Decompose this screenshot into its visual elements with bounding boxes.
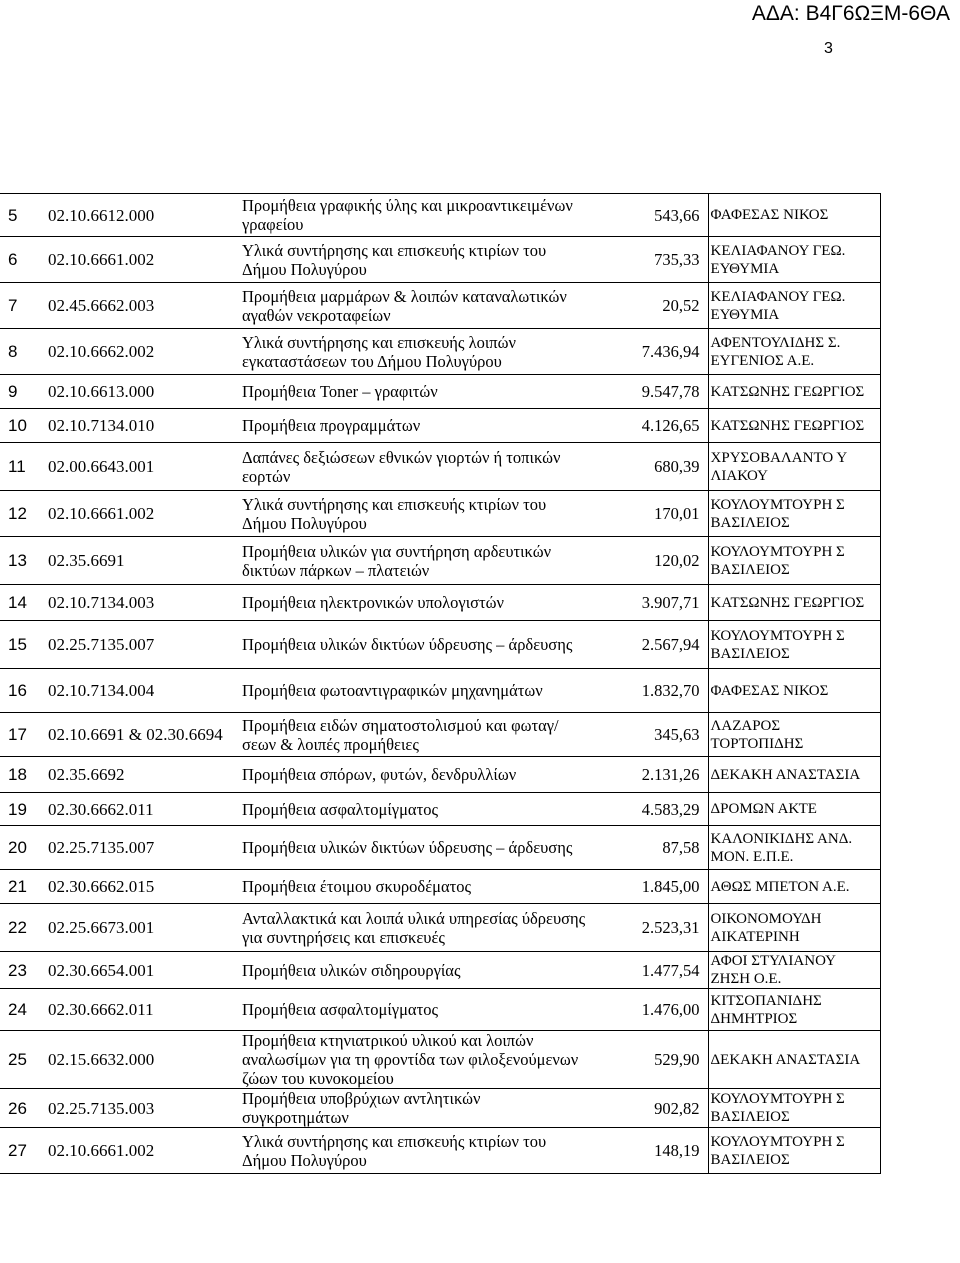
supplier-name: ΚΟΥΛΟΥΜΤΟΥΡΗ Σ ΒΑΣΙΛΕΙΟΣ bbox=[708, 621, 880, 669]
item-description: Προμήθεια κτηνιατρικού υλικού και λοιπών αναλωσίμων για τη φροντίδα των φιλοξενούμενων ζώων του κυνοκομείου bbox=[242, 1031, 579, 1088]
item-description: Προμήθεια γραφικής ύλης και μικροαντικειμένων γραφείου bbox=[242, 196, 573, 234]
row-main-cell bbox=[0, 826, 708, 870]
row-main-cell bbox=[0, 1031, 708, 1089]
table-row bbox=[0, 537, 880, 585]
row-number: 13 bbox=[8, 551, 27, 570]
amount-value: 170,01 bbox=[654, 504, 700, 523]
row-main-cell bbox=[0, 669, 708, 713]
account-code: 02.25.6673.001 bbox=[48, 918, 155, 937]
amount-value: 120,02 bbox=[654, 551, 700, 570]
row-main-cell bbox=[0, 443, 708, 491]
row-number: 8 bbox=[8, 342, 18, 361]
row-main-cell bbox=[0, 989, 708, 1031]
row-number: 17 bbox=[8, 725, 27, 744]
table-row bbox=[0, 713, 880, 757]
row-number: 24 bbox=[8, 1000, 27, 1019]
account-code: 02.10.6661.002 bbox=[48, 1141, 155, 1160]
page-number: 3 bbox=[824, 40, 833, 57]
expenses-table bbox=[0, 193, 881, 1174]
item-description: Υλικά συντήρησης και επισκευής κτιρίων του Δήμου Πολυγύρου bbox=[242, 1131, 547, 1170]
table-row bbox=[0, 585, 880, 621]
supplier-name: ΦΑΦΕΣΑΣ ΝΙΚΟΣ bbox=[708, 194, 880, 237]
row-number: 14 bbox=[8, 593, 27, 612]
table-row bbox=[0, 669, 880, 713]
row-main-cell bbox=[0, 713, 708, 757]
row-number: 15 bbox=[8, 635, 27, 654]
account-code: 02.35.6691 bbox=[48, 551, 125, 570]
table-row bbox=[0, 194, 880, 237]
account-code: 02.25.7135.007 bbox=[48, 838, 155, 857]
account-code: 02.30.6662.011 bbox=[48, 799, 154, 819]
account-code: 02.25.7135.003 bbox=[48, 1098, 155, 1118]
supplier-name: ΚΕΛΙΑΦΑΝΟΥ ΓΕΩ. ΕΥΘΥΜΙΑ bbox=[708, 283, 880, 329]
amount-value: 902,82 bbox=[654, 1098, 700, 1118]
item-description: Προμήθεια φωτοαντιγραφικών μηχανημάτων bbox=[242, 681, 543, 700]
amount-value: 1.477,54 bbox=[641, 960, 700, 980]
account-code: 02.10.6612.000 bbox=[48, 205, 155, 225]
supplier-name: ΚΕΛΙΑΦΑΝΟΥ ΓΕΩ. ΕΥΘΥΜΙΑ bbox=[708, 237, 880, 283]
supplier-name: ΔΕΚΑΚΗ ΑΝΑΣΤΑΣΙΑ bbox=[708, 1031, 880, 1089]
account-code: 02.00.6643.001 bbox=[48, 457, 155, 476]
amount-value: 4.126,65 bbox=[641, 416, 700, 435]
row-number: 7 bbox=[8, 296, 18, 315]
supplier-name: ΚΟΥΛΟΥΜΤΟΥΡΗ Σ ΒΑΣΙΛΕΙΟΣ bbox=[708, 1089, 880, 1128]
item-description: Ανταλλακτικά και λοιπά υλικά υπηρεσίας ύδρευσης για συντηρήσεις και επισκευές bbox=[242, 908, 586, 947]
supplier-name: ΚΟΥΛΟΥΜΤΟΥΡΗ Σ ΒΑΣΙΛΕΙΟΣ bbox=[708, 1128, 880, 1174]
account-code: 02.10.6613.000 bbox=[48, 382, 155, 401]
row-number: 12 bbox=[8, 504, 27, 523]
amount-value: 543,66 bbox=[654, 205, 700, 225]
amount-value: 7.436,94 bbox=[641, 342, 700, 361]
account-code: 02.10.6691 & 02.30.6694 bbox=[48, 725, 223, 744]
table-row bbox=[0, 621, 880, 669]
account-code: 02.45.6662.003 bbox=[48, 296, 155, 315]
row-main-cell bbox=[0, 491, 708, 537]
row-main-cell bbox=[0, 537, 708, 585]
row-main-cell bbox=[0, 621, 708, 669]
row-main-cell bbox=[0, 1089, 708, 1128]
table-row bbox=[0, 443, 880, 491]
amount-value: 3.907,71 bbox=[641, 593, 700, 612]
table-row bbox=[0, 989, 880, 1031]
row-number: 5 bbox=[8, 205, 18, 225]
supplier-name: ΔΕΚΑΚΗ ΑΝΑΣΤΑΣΙΑ bbox=[708, 757, 880, 793]
amount-value: 2.131,26 bbox=[641, 765, 700, 784]
row-main-cell bbox=[0, 283, 708, 329]
ada-code: ΑΔΑ: Β4Γ6ΩΞΜ-6ΘΑ bbox=[751, 2, 950, 25]
row-number: 9 bbox=[8, 382, 18, 401]
supplier-name: ΚΑΤΣΩΝΗΣ ΓΕΩΡΓΙΟΣ bbox=[708, 585, 880, 621]
table-row bbox=[0, 329, 880, 375]
supplier-name: ΦΑΦΕΣΑΣ ΝΙΚΟΣ bbox=[708, 669, 880, 713]
amount-value: 87,58 bbox=[662, 838, 700, 857]
account-code: 02.30.6662.015 bbox=[48, 877, 155, 896]
supplier-name: ΚΟΥΛΟΥΜΤΟΥΡΗ Σ ΒΑΣΙΛΕΙΟΣ bbox=[708, 491, 880, 537]
supplier-name: ΚΑΤΣΩΝΗΣ ΓΕΩΡΓΙΟΣ bbox=[708, 375, 880, 409]
table-row bbox=[0, 283, 880, 329]
supplier-name: ΔΡΟΜΩΝ ΑΚΤΕ bbox=[708, 793, 880, 826]
account-code: 02.35.6692 bbox=[48, 765, 125, 784]
amount-value: 680,39 bbox=[654, 457, 700, 476]
item-description: Προμήθεια έτοιμου σκυροδέματος bbox=[242, 877, 472, 896]
amount-value: 20,52 bbox=[662, 296, 700, 315]
amount-value: 2.567,94 bbox=[641, 635, 700, 654]
row-main-cell bbox=[0, 1128, 708, 1174]
table-row bbox=[0, 904, 880, 952]
supplier-name: ΚΙΤΣΟΠΑΝΙΔΗΣ ΔΗΜΗΤΡΙΟΣ bbox=[708, 989, 880, 1031]
account-code: 02.10.6662.002 bbox=[48, 342, 155, 361]
supplier-name: ΑΘΩΣ ΜΠΕΤΟΝ Α.Ε. bbox=[708, 870, 880, 904]
item-description: Υλικά συντήρησης και επισκευής κτιρίων του Δήμου Πολυγύρου bbox=[242, 240, 547, 279]
row-number: 27 bbox=[8, 1141, 27, 1160]
supplier-name: ΟΙΚΟΝΟΜΟΥΔΗ ΑΙΚΑΤΕΡΙΝΗ bbox=[708, 904, 880, 952]
item-description: Προμήθεια ηλεκτρονικών υπολογιστών bbox=[242, 593, 504, 612]
row-main-cell bbox=[0, 904, 708, 952]
row-main-cell bbox=[0, 793, 708, 826]
row-number: 23 bbox=[8, 960, 27, 980]
supplier-name: ΛΑΖΑΡΟΣ ΤΟΡΤΟΠΙΔΗΣ bbox=[708, 713, 880, 757]
amount-value: 148,19 bbox=[654, 1141, 700, 1160]
item-description: Προμήθεια μαρμάρων & λοιπών καταναλωτικών αγαθών νεκροταφείων bbox=[242, 286, 567, 325]
supplier-name: ΧΡΥΣΟΒΑΛΑΝΤΟ Υ ΛΙΑΚΟΥ bbox=[708, 443, 880, 491]
item-description: Προμήθεια Toner – γραφιτών bbox=[242, 382, 438, 401]
row-number: 11 bbox=[8, 457, 26, 476]
item-description: Προμήθεια υλικών σιδηρουργίας bbox=[242, 960, 461, 980]
account-code: 02.30.6662.011 bbox=[48, 1000, 154, 1019]
row-number: 20 bbox=[8, 838, 27, 857]
item-description: Υλικά συντήρησης και επισκευής λοιπών εγκαταστάσεων του Δήμου Πολυγύρου bbox=[242, 332, 516, 371]
account-code: 02.10.6661.002 bbox=[48, 504, 155, 523]
item-description: Προμήθεια σπόρων, φυτών, δενδρυλλίων bbox=[242, 765, 517, 784]
table-row bbox=[0, 491, 880, 537]
table-row bbox=[0, 375, 880, 409]
supplier-name: ΑΦΕΝΤΟΥΛΙΔΗΣ Σ. ΕΥΓΕΝΙΟΣ Α.Ε. bbox=[708, 329, 880, 375]
amount-value: 2.523,31 bbox=[641, 918, 700, 937]
row-number: 10 bbox=[8, 416, 27, 435]
account-code: 02.10.7134.003 bbox=[48, 593, 155, 612]
row-number: 18 bbox=[8, 765, 27, 784]
supplier-name: ΚΑΛΟΝΙΚΙΔΗΣ ΑΝΔ. ΜΟΝ. Ε.Π.Ε. bbox=[708, 826, 880, 870]
table-row bbox=[0, 870, 880, 904]
row-number: 26 bbox=[8, 1098, 27, 1118]
row-main-cell bbox=[0, 237, 708, 283]
amount-value: 529,90 bbox=[654, 1050, 700, 1069]
item-description: Δαπάνες δεξιώσεων εθνικών γιορτών ή τοπικών εορτών bbox=[242, 447, 561, 486]
item-description: Προμήθεια υλικών δικτύων ύδρευσης – άρδευσης bbox=[242, 635, 573, 654]
row-main-cell bbox=[0, 409, 708, 443]
account-code: 02.30.6654.001 bbox=[48, 960, 155, 980]
account-code: 02.15.6632.000 bbox=[48, 1050, 155, 1069]
supplier-name: ΚΟΥΛΟΥΜΤΟΥΡΗ Σ ΒΑΣΙΛΕΙΟΣ bbox=[708, 537, 880, 585]
table-row bbox=[0, 1128, 880, 1174]
row-main-cell bbox=[0, 194, 708, 237]
amount-value: 9.547,78 bbox=[641, 382, 700, 401]
row-main-cell bbox=[0, 870, 708, 904]
table-row bbox=[0, 952, 880, 989]
row-number: 25 bbox=[8, 1050, 27, 1069]
amount-value: 1.476,00 bbox=[641, 1000, 700, 1019]
table-row bbox=[0, 826, 880, 870]
row-main-cell bbox=[0, 375, 708, 409]
amount-value: 345,63 bbox=[654, 725, 700, 744]
item-description: Προμήθεια υλικών δικτύων ύδρευσης – άρδευσης bbox=[242, 838, 573, 857]
account-code: 02.10.7134.004 bbox=[48, 681, 155, 700]
table-row bbox=[0, 237, 880, 283]
row-main-cell bbox=[0, 952, 708, 989]
item-description: Προμήθεια υλικών για συντήρηση αρδευτικών δικτύων πάρκων – πλατειών bbox=[242, 541, 552, 580]
row-number: 22 bbox=[8, 918, 27, 937]
row-number: 19 bbox=[8, 799, 27, 819]
amount-value: 735,33 bbox=[654, 250, 700, 269]
row-main-cell bbox=[0, 329, 708, 375]
account-code: 02.10.7134.010 bbox=[48, 416, 155, 435]
item-description: Προμήθεια ειδών σηματοστολισμού και φωταγ/σεων & λοιπές προμήθειες bbox=[242, 715, 559, 754]
table-row bbox=[0, 1089, 880, 1128]
supplier-name: ΑΦΟΙ ΣΤΥΛΙΑΝΟΥ ΖΗΣΗ Ο.Ε. bbox=[708, 952, 880, 989]
row-number: 6 bbox=[8, 250, 18, 269]
table-row bbox=[0, 793, 880, 826]
item-description: Υλικά συντήρησης και επισκευής κτιρίων του Δήμου Πολυγύρου bbox=[242, 494, 547, 533]
table-row bbox=[0, 757, 880, 793]
supplier-name: ΚΑΤΣΩΝΗΣ ΓΕΩΡΓΙΟΣ bbox=[708, 409, 880, 443]
row-main-cell bbox=[0, 585, 708, 621]
amount-value: 4.583,29 bbox=[641, 799, 700, 819]
account-code: 02.10.6661.002 bbox=[48, 250, 155, 269]
item-description: Προμήθεια ασφαλτομίγματος bbox=[242, 1000, 438, 1019]
table-row bbox=[0, 409, 880, 443]
amount-value: 1.832,70 bbox=[641, 681, 700, 700]
amount-value: 1.845,00 bbox=[641, 877, 700, 896]
row-number: 16 bbox=[8, 681, 27, 700]
item-description: Προμήθεια υποβρύχιων αντλητικών συγκροτημάτων bbox=[242, 1089, 481, 1127]
account-code: 02.25.7135.007 bbox=[48, 635, 155, 654]
row-number: 21 bbox=[8, 877, 27, 896]
item-description: Προμήθεια ασφαλτομίγματος bbox=[242, 799, 438, 819]
table-row bbox=[0, 1031, 880, 1089]
item-description: Προμήθεια προγραμμάτων bbox=[242, 416, 421, 435]
row-main-cell bbox=[0, 757, 708, 793]
